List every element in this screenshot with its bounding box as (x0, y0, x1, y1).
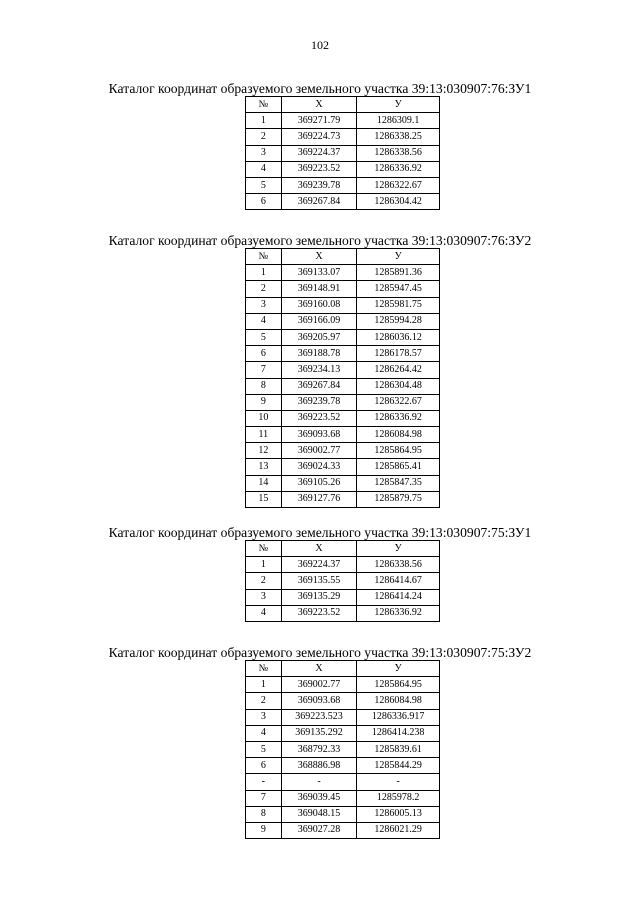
catalog-section (0, 233, 640, 508)
table-row (246, 725, 440, 741)
table-row (246, 394, 440, 410)
cell-x: 369127.76 (281, 491, 357, 507)
cell-number: 13 (246, 459, 282, 475)
cell-x: 369271.79 (281, 113, 357, 129)
cell-x: 369093.68 (281, 427, 357, 443)
cell-number: 7 (246, 362, 282, 378)
cell-number: 1 (246, 265, 282, 281)
cell-number: 4 (246, 725, 282, 741)
header-x: X (281, 249, 357, 265)
cell-x: 369239.78 (281, 394, 357, 410)
cell-number: 8 (246, 378, 282, 394)
cell-y: 1286178.57 (357, 346, 440, 362)
cell-number: 1 (246, 113, 282, 129)
cell-x: 369166.09 (281, 313, 357, 329)
cell-number: 6 (246, 758, 282, 774)
cell-number: 14 (246, 475, 282, 491)
cell-number: 7 (246, 790, 282, 806)
table-header-row (246, 249, 440, 265)
cell-y: 1285947.45 (357, 281, 440, 297)
cell-y: 1285978.2 (357, 790, 440, 806)
cell-y: 1286338.56 (357, 557, 440, 573)
cell-x: 369239.78 (281, 177, 357, 193)
cell-y: 1285994.28 (357, 313, 440, 329)
cell-y: 1286322.67 (357, 177, 440, 193)
cell-number: 3 (246, 297, 282, 313)
cell-x: 369224.37 (281, 557, 357, 573)
cell-y: 1286322.67 (357, 394, 440, 410)
table-row (246, 709, 440, 725)
cell-y: 1285847.35 (357, 475, 440, 491)
cell-x: 369093.68 (281, 693, 357, 709)
cell-x: 369002.77 (281, 443, 357, 459)
table-header-row (246, 97, 440, 113)
cell-x: 369223.52 (281, 605, 357, 621)
header-number: № (246, 541, 282, 557)
header-y: У (357, 97, 440, 113)
cell-x: 369188.78 (281, 346, 357, 362)
page-number: 102 (311, 38, 329, 52)
cell-number: - (246, 774, 282, 790)
cell-number: 8 (246, 806, 282, 822)
cell-number: 4 (246, 161, 282, 177)
table-row (246, 573, 440, 589)
cell-y: - (357, 774, 440, 790)
cell-x: 369048.15 (281, 806, 357, 822)
header-y: У (357, 661, 440, 677)
table-row (246, 459, 440, 475)
cell-y: 1286336.92 (357, 161, 440, 177)
cell-number: 9 (246, 822, 282, 838)
header-number: № (246, 249, 282, 265)
cell-number: 5 (246, 177, 282, 193)
cell-number: 15 (246, 491, 282, 507)
table-row (246, 758, 440, 774)
table-row (246, 677, 440, 693)
catalog-title: Каталог координат образуемого земельного участка 39:13:030907:75:ЗУ1 (108, 525, 532, 540)
cell-number: 11 (246, 427, 282, 443)
cell-number: 4 (246, 313, 282, 329)
cell-x: 369223.523 (281, 709, 357, 725)
table-row (246, 145, 440, 161)
coordinates-table (245, 660, 440, 839)
cell-number: 2 (246, 281, 282, 297)
cell-x: 369223.52 (281, 161, 357, 177)
header-number: № (246, 97, 282, 113)
cell-y: 1286336.92 (357, 410, 440, 426)
cell-y: 1286304.42 (357, 194, 440, 210)
cell-number: 1 (246, 677, 282, 693)
cell-y: 1285879.75 (357, 491, 440, 507)
cell-number: 6 (246, 346, 282, 362)
cell-y: 1285864.95 (357, 443, 440, 459)
cell-x: 369267.84 (281, 378, 357, 394)
cell-y: 1286338.25 (357, 129, 440, 145)
cell-y: 1286084.98 (357, 693, 440, 709)
table-row (246, 443, 440, 459)
table-row (246, 346, 440, 362)
cell-number: 2 (246, 693, 282, 709)
cell-x: 369205.97 (281, 329, 357, 345)
cell-x: 368886.98 (281, 758, 357, 774)
cell-number: 3 (246, 145, 282, 161)
table-row (246, 378, 440, 394)
cell-number: 4 (246, 605, 282, 621)
cell-y: 1286021.29 (357, 822, 440, 838)
cell-y: 1285864.95 (357, 677, 440, 693)
header-x: X (281, 97, 357, 113)
catalog-title: Каталог координат образуемого земельного участка 39:13:030907:76:ЗУ1 (108, 81, 532, 96)
cell-y: 1286309.1 (357, 113, 440, 129)
table-row (246, 491, 440, 507)
table-row (246, 589, 440, 605)
cell-number: 9 (246, 394, 282, 410)
cell-y: 1285844.29 (357, 758, 440, 774)
table-row (246, 329, 440, 345)
table-row (246, 790, 440, 806)
table-row (246, 806, 440, 822)
cell-y: 1286414.24 (357, 589, 440, 605)
cell-y: 1286338.56 (357, 145, 440, 161)
cell-number: 12 (246, 443, 282, 459)
cell-y: 1285981.75 (357, 297, 440, 313)
cell-x: 369133.07 (281, 265, 357, 281)
cell-x: 369224.73 (281, 129, 357, 145)
catalog-section (0, 645, 640, 839)
cell-y: 1286304.48 (357, 378, 440, 394)
table-row (246, 741, 440, 757)
catalog-section (0, 525, 640, 622)
cell-x: 369223.52 (281, 410, 357, 426)
coordinates-table (245, 248, 440, 508)
catalog-title: Каталог координат образуемого земельного участка 39:13:030907:75:ЗУ2 (108, 645, 532, 660)
cell-x: 368792.33 (281, 741, 357, 757)
table-row (246, 693, 440, 709)
catalog-title: Каталог координат образуемого земельного участка 39:13:030907:76:ЗУ2 (108, 233, 532, 248)
cell-number: 6 (246, 194, 282, 210)
table-header-row (246, 541, 440, 557)
table-row (246, 129, 440, 145)
coordinates-table (245, 96, 440, 210)
cell-x: 369105.26 (281, 475, 357, 491)
table-row (246, 410, 440, 426)
cell-y: 1286336.92 (357, 605, 440, 621)
table-header-row (246, 661, 440, 677)
table-row (246, 297, 440, 313)
header-y: У (357, 541, 440, 557)
table-row (246, 177, 440, 193)
table-row (246, 774, 440, 790)
header-x: X (281, 541, 357, 557)
cell-x: 369027.28 (281, 822, 357, 838)
header-y: У (357, 249, 440, 265)
cell-number: 5 (246, 329, 282, 345)
table-row (246, 822, 440, 838)
cell-x: 369234.13 (281, 362, 357, 378)
cell-y: 1286084.98 (357, 427, 440, 443)
table-row (246, 605, 440, 621)
cell-y: 1286036.12 (357, 329, 440, 345)
cell-number: 2 (246, 129, 282, 145)
cell-y: 1285865.41 (357, 459, 440, 475)
cell-y: 1286414.238 (357, 725, 440, 741)
table-row (246, 281, 440, 297)
cell-y: 1286414.67 (357, 573, 440, 589)
header-x: X (281, 661, 357, 677)
cell-y: 1285839.61 (357, 741, 440, 757)
cell-x: 369024.33 (281, 459, 357, 475)
cell-number: 1 (246, 557, 282, 573)
cell-x: 369160.08 (281, 297, 357, 313)
cell-x: - (281, 774, 357, 790)
table-row (246, 475, 440, 491)
table-row (246, 265, 440, 281)
cell-y: 1285891.36 (357, 265, 440, 281)
cell-y: 1286336.917 (357, 709, 440, 725)
table-row (246, 313, 440, 329)
cell-x: 369002.77 (281, 677, 357, 693)
catalog-section (0, 81, 640, 210)
cell-x: 369224.37 (281, 145, 357, 161)
cell-x: 369039.45 (281, 790, 357, 806)
table-row (246, 362, 440, 378)
cell-number: 10 (246, 410, 282, 426)
coordinates-table (245, 540, 440, 622)
table-row (246, 194, 440, 210)
cell-y: 1286264.42 (357, 362, 440, 378)
header-number: № (246, 661, 282, 677)
table-row (246, 161, 440, 177)
cell-number: 2 (246, 573, 282, 589)
cell-x: 369135.292 (281, 725, 357, 741)
table-row (246, 113, 440, 129)
cell-x: 369135.29 (281, 589, 357, 605)
cell-number: 3 (246, 589, 282, 605)
cell-number: 5 (246, 741, 282, 757)
cell-y: 1286005.13 (357, 806, 440, 822)
table-row (246, 557, 440, 573)
cell-x: 369148.91 (281, 281, 357, 297)
cell-x: 369135.55 (281, 573, 357, 589)
cell-number: 3 (246, 709, 282, 725)
table-row (246, 427, 440, 443)
cell-x: 369267.84 (281, 194, 357, 210)
